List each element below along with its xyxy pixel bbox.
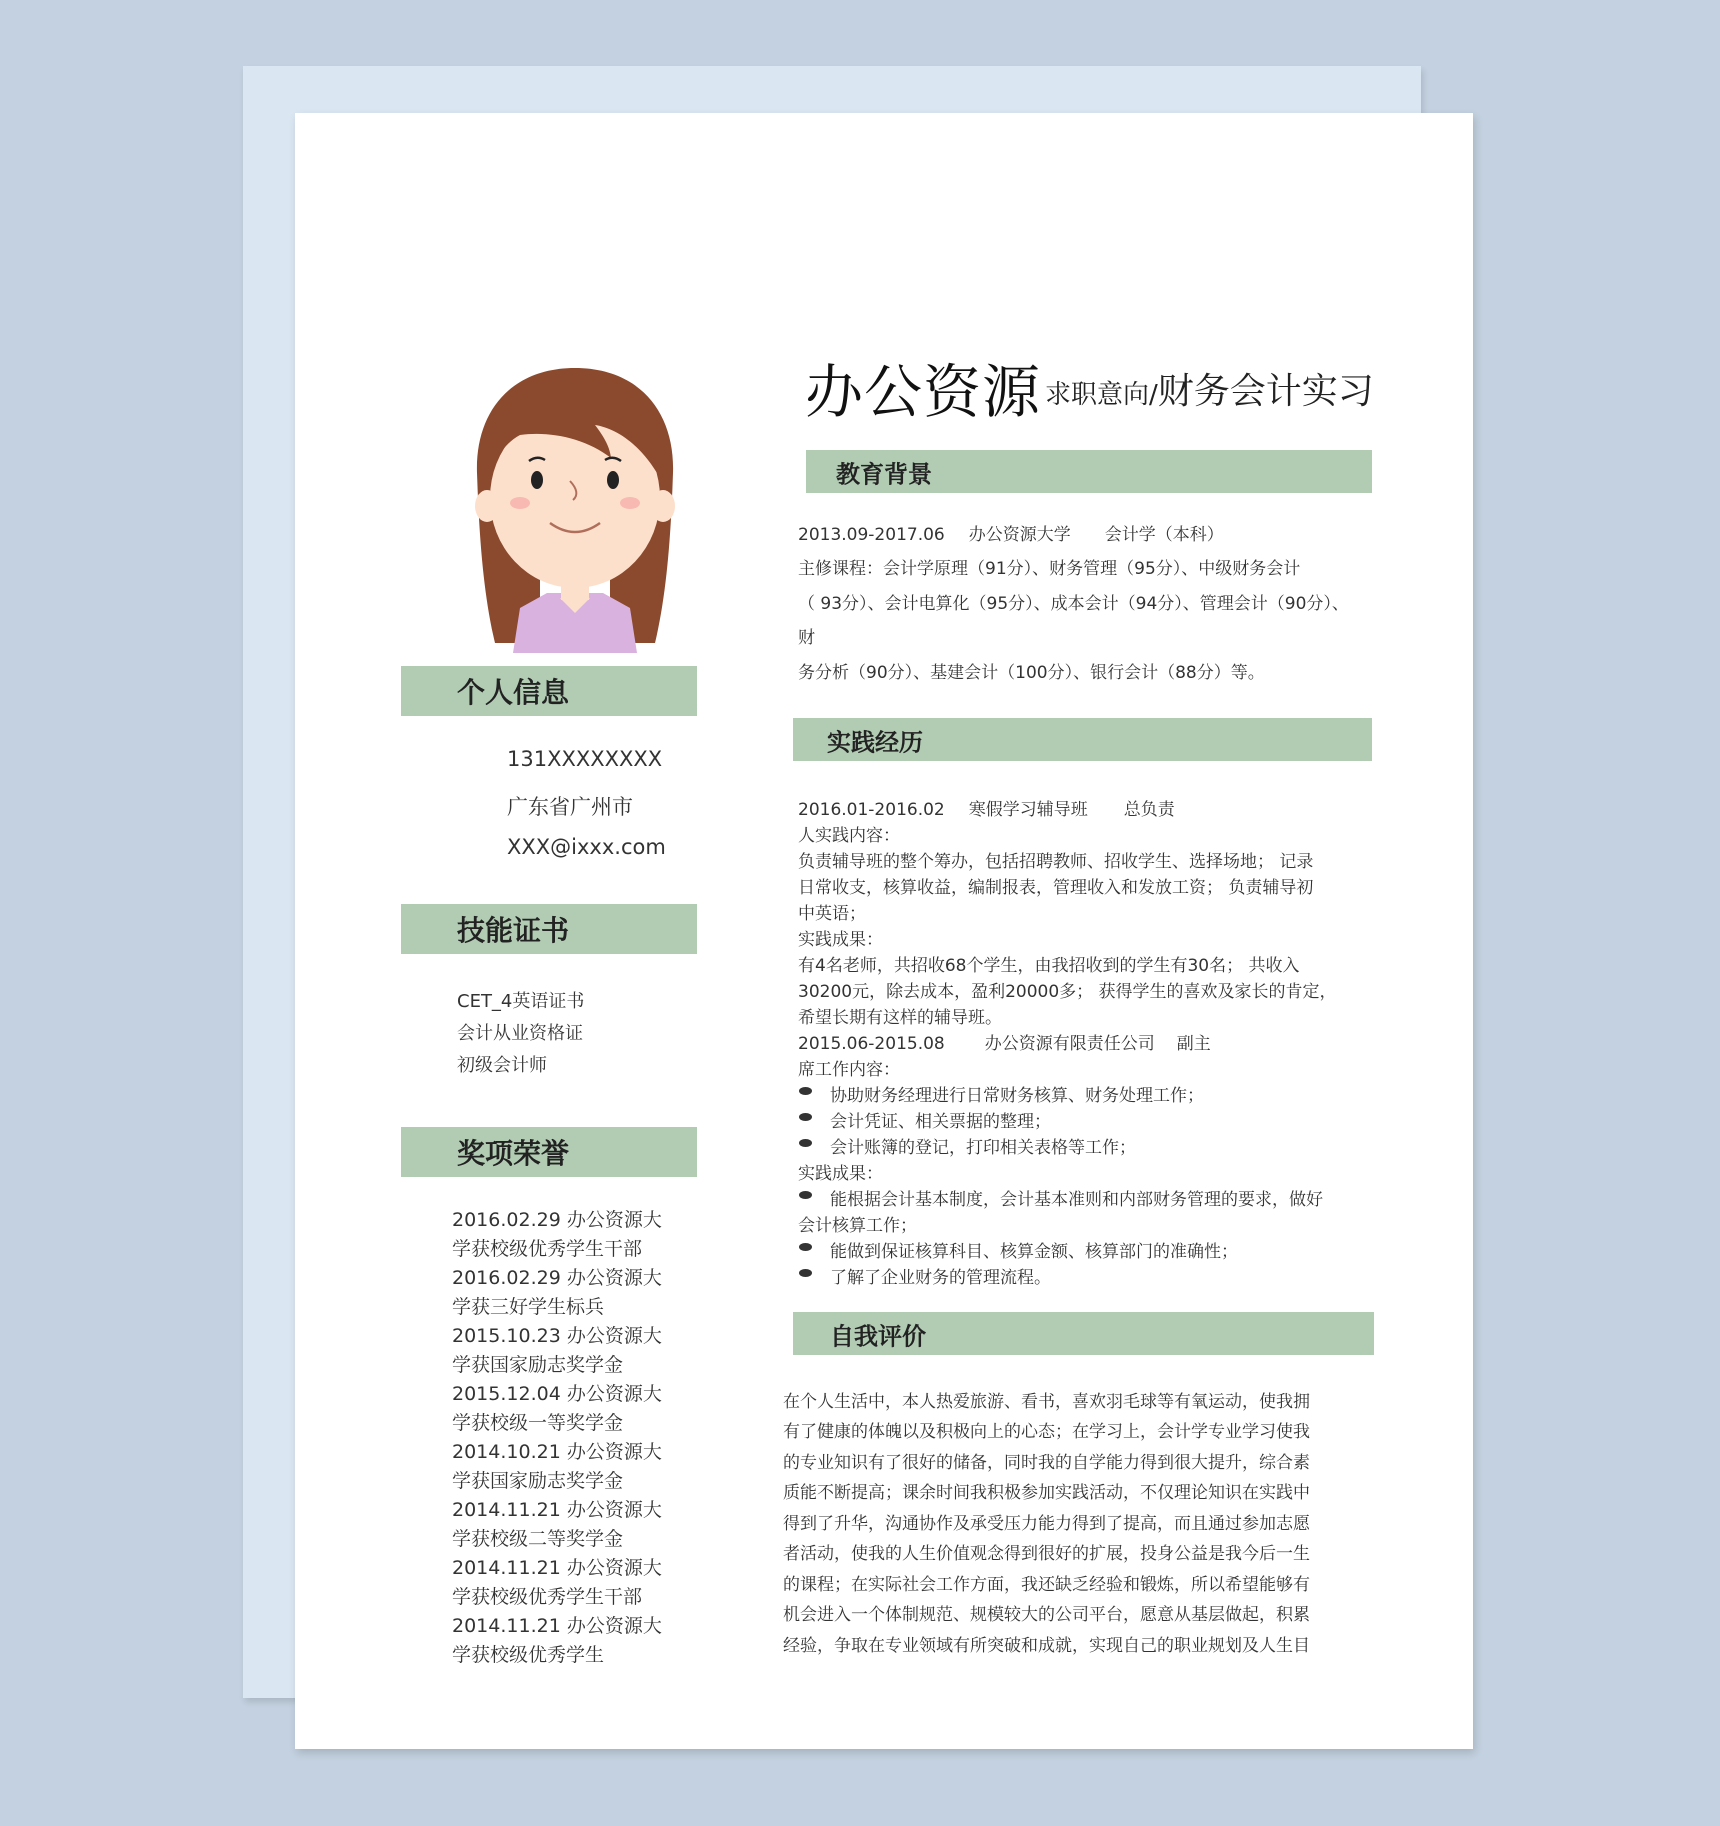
job2-period: 2015.06-2015.08 [798, 1034, 945, 1054]
contact-email: XXX@ixxx.com [507, 835, 666, 859]
section-education-bar [806, 450, 1372, 493]
self-eval-line: 者活动，使我的人生价值观念得到很好的扩展，投身公益是我今后一生 [783, 1544, 1310, 1564]
award-line: 2015.10.23 办公资源大 [452, 1325, 662, 1347]
candidate-name: 办公资源 [805, 358, 1042, 426]
award-line: 学获校级一等奖学金 [452, 1412, 624, 1434]
job2-org: 办公资源有限责任公司 [984, 1034, 1155, 1054]
job2-result-bullet: 能做到保证核算科目、核算金额、核算部门的准确性； [830, 1237, 1238, 1262]
skill-item: 初级会计师 [457, 1055, 547, 1076]
award-line: 2016.02.29 办公资源大 [452, 1267, 662, 1289]
section-practice-bar [793, 718, 1372, 761]
education-header [798, 520, 1224, 545]
award-line: 2015.12.04 办公资源大 [452, 1383, 662, 1405]
education-major: 会计学（本科） [1104, 525, 1224, 545]
job2-bullet: 会计凭证、相关票据的整理； [830, 1107, 1051, 1132]
job1-period: 2016.01-2016.02 [798, 800, 945, 820]
award-line: 2014.10.21 办公资源大 [452, 1441, 662, 1463]
job2-result-bullet: 了解了企业财务的管理流程。 [830, 1263, 1051, 1288]
section-personal-bar [401, 666, 697, 716]
education-period: 2013.09-2017.06 [798, 525, 945, 545]
section-self-bar [793, 1312, 1374, 1355]
section-practice-title: 实践经历 [827, 728, 923, 756]
job2-result-line: 会计核算工作； [798, 1216, 917, 1236]
education-line: 务分析（90分）、基建会计（100分）、银行会计（88分）等。 [798, 663, 1265, 683]
job1-line: 人实践内容： [798, 826, 900, 846]
job1-line: 有4名老师，共招收68个学生，由我招收到的学生有30名； 共收入 [798, 956, 1300, 976]
resume-page [295, 113, 1473, 1749]
section-awards-bar [401, 1127, 697, 1177]
skill-item: CET_4英语证书 [457, 991, 585, 1012]
self-eval-line: 的专业知识有了很好的储备，同时我的自学能力得到很大提升，综合素 [783, 1453, 1310, 1473]
award-line: 学获校级二等奖学金 [452, 1528, 624, 1550]
job1-line: 负责辅导班的整个筹办，包括招聘教师、招收学生、选择场地； 记录 [798, 852, 1314, 872]
award-line: 2014.11.21 办公资源大 [452, 1499, 662, 1521]
job-intent [1045, 363, 1374, 414]
award-line: 2016.02.29 办公资源大 [452, 1209, 662, 1231]
section-self-title: 自我评价 [830, 1322, 926, 1350]
education-school: 办公资源大学 [968, 525, 1071, 545]
job1-line: 希望长期有这样的辅导班。 [798, 1008, 1002, 1028]
job-intent-label: 求职意向/ [1045, 380, 1158, 410]
self-eval-line: 质能不断提高；课余时间我积极参加实践活动，不仅理论知识在实践中 [783, 1483, 1310, 1503]
job2-role: 副主 [1176, 1034, 1211, 1054]
job-intent-value: 财务会计实习 [1157, 371, 1374, 412]
award-line: 学获校级优秀学生干部 [452, 1238, 643, 1260]
self-eval-line: 经验，争取在专业领域有所突破和成就，实现自己的职业规划及人生目 [783, 1636, 1310, 1656]
job2-label: 席工作内容： [798, 1060, 900, 1080]
award-line: 学获国家励志奖学金 [452, 1470, 624, 1492]
contact-location: 广东省广州市 [507, 795, 633, 819]
section-education-title: 教育背景 [836, 460, 932, 488]
job1-header [798, 795, 1175, 820]
award-line: 学获校级优秀学生 [452, 1644, 605, 1666]
section-skills-title: 技能证书 [457, 914, 570, 947]
award-line: 2014.11.21 办公资源大 [452, 1615, 662, 1637]
section-personal-title: 个人信息 [457, 676, 570, 709]
self-eval-line: 的课程；在实际社会工作方面，我还缺乏经验和锻炼，所以希望能够有 [783, 1575, 1310, 1595]
education-line: 财 [798, 628, 815, 648]
award-line: 学获校级优秀学生干部 [452, 1586, 643, 1608]
job1-line: 中英语； [798, 904, 866, 924]
avatar [465, 363, 685, 653]
self-eval-line: 在个人生活中，本人热爱旅游、看书，喜欢羽毛球等有氧运动，使我拥 [783, 1392, 1310, 1412]
job1-org: 寒假学习辅导班 [968, 800, 1088, 820]
award-line: 学获三好学生标兵 [452, 1296, 605, 1318]
job1-line: 实践成果： [798, 930, 883, 950]
self-eval-line: 得到了升华，沟通协作及承受压力能力得到了提高，而且通过参加志愿 [783, 1514, 1310, 1534]
contact-phone: 131XXXXXXXX [507, 747, 663, 771]
job1-line: 30200元，除去成本，盈利20000多； 获得学生的喜欢及家长的肯定， [798, 982, 1337, 1002]
education-line: 主修课程：会计学原理（91分）、财务管理（95分）、中级财务会计 [798, 559, 1301, 579]
education-line: （ 93分）、会计电算化（95分）、成本会计（94分）、管理会计（90分）、 [798, 594, 1349, 614]
job1-role: 总负责 [1123, 800, 1175, 820]
section-awards-title: 奖项荣誉 [457, 1137, 570, 1170]
award-line: 2014.11.21 办公资源大 [452, 1557, 662, 1579]
job2-bullet: 会计账簿的登记，打印相关表格等工作； [830, 1133, 1136, 1158]
job2-result-bullet: 能根据会计基本制度，会计基本准则和内部财务管理的要求，做好 [830, 1185, 1323, 1210]
job1-line: 日常收支，核算收益，编制报表，管理收入和发放工资； 负责辅导初 [798, 878, 1314, 898]
self-eval-line: 机会进入一个体制规范、规模较大的公司平台，愿意从基层做起，积累 [783, 1605, 1310, 1625]
self-eval-line: 有了健康的体魄以及积极向上的心态；在学习上，会计学专业学习使我 [783, 1422, 1310, 1442]
award-line: 学获国家励志奖学金 [452, 1354, 624, 1376]
job2-bullet: 协助财务经理进行日常财务核算、财务处理工作； [830, 1081, 1204, 1106]
job2-result-label: 实践成果： [798, 1164, 883, 1184]
job2-header [798, 1029, 1211, 1054]
section-skills-bar [401, 904, 697, 954]
skill-item: 会计从业资格证 [457, 1023, 583, 1044]
